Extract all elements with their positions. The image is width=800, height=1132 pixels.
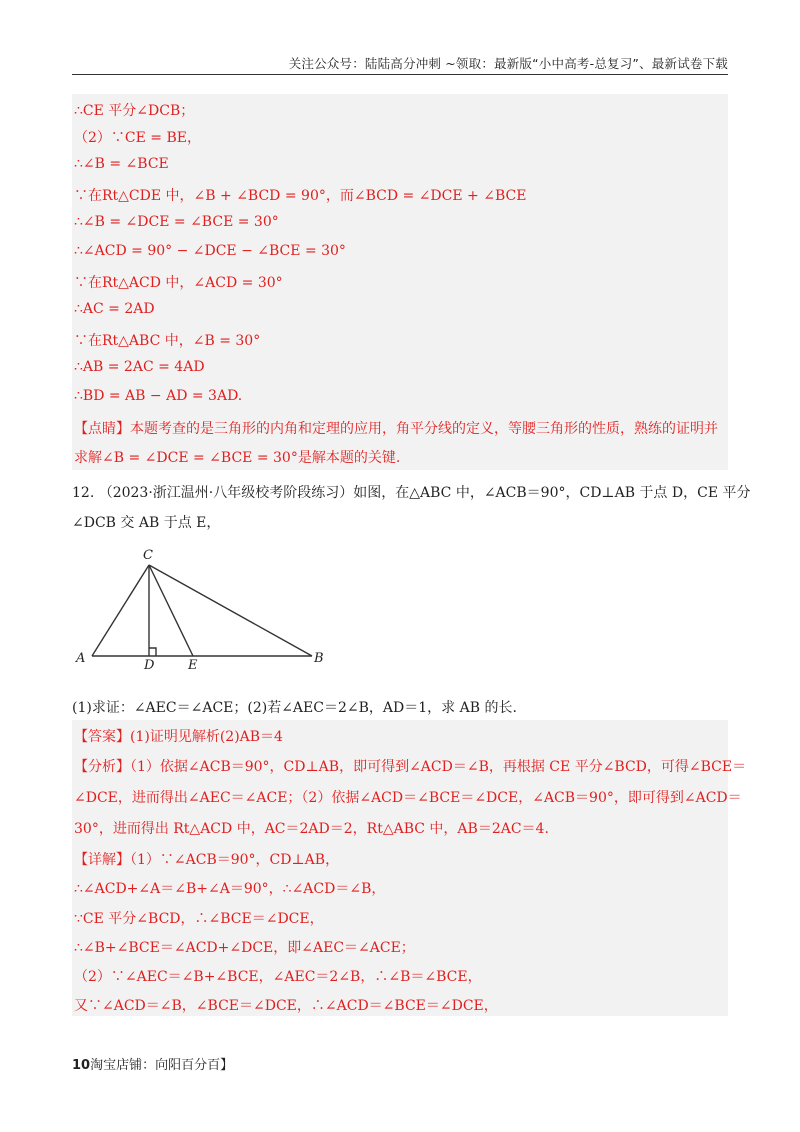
solution-line: （2）∵CE = BE， (74, 130, 201, 146)
question-line: (1)求证：∠AEC＝∠ACE；(2)若∠AEC＝2∠B，AD＝1，求 AB 的长. (72, 700, 517, 716)
vertex-label-c: C (143, 548, 153, 563)
solution-line: ∴∠B = ∠DCE = ∠BCE = 30° (74, 214, 279, 230)
vertex-label-d: D (144, 658, 155, 670)
comment-line: 【点睛】本题考查的是三角形的内角和定理的应用，角平分线的定义，等腰三角形的性质，熟练的证明并 (74, 421, 718, 437)
answer-block (72, 720, 747, 1016)
solution-line: ∴CE 平分∠DCB； (74, 103, 195, 119)
solution-line: ∴BD = AB − AD = 3AD. (74, 388, 243, 404)
footer-text: 淘宝店铺：向阳百分百】 (90, 1058, 234, 1073)
triangle-figure (72, 545, 342, 670)
vertex-label-a: A (76, 651, 86, 666)
vertex-label-e: E (188, 658, 198, 670)
answer-line: 【答案】(1)证明见解析(2)AB＝4 (74, 729, 283, 745)
solution-line: ∴AC = 2AD (74, 301, 155, 317)
page-number: 10 (72, 1058, 91, 1073)
detail-line: ∵CE 平分∠BCD，∴∠BCE＝∠DCE， (74, 911, 324, 927)
comment-line: 求解∠B = ∠DCE = ∠BCE = 30°是解本题的关键. (74, 450, 401, 466)
detail-line: ∴∠B+∠BCE＝∠ACD+∠DCE，即∠AEC＝∠ACE； (74, 940, 415, 956)
solution-line: ∴∠B = ∠BCE (74, 156, 169, 172)
solution-line: ∵在Rt△ABC 中，∠B = 30° (74, 333, 261, 349)
page-header (72, 54, 728, 75)
solution-block-top (72, 94, 728, 470)
analysis-line: ∠DCE，进而得出∠AEC＝∠ACE；（2）依据∠ACD＝∠BCE＝∠DCE，∠ACB＝90°，即可得到∠ACD＝ (74, 790, 742, 806)
detail-line: 又∵∠ACD＝∠B，∠BCE＝∠DCE，∴∠ACD＝∠BCE＝∠DCE， (74, 998, 498, 1014)
solution-line: ∴∠ACD = 90° − ∠DCE − ∠BCE = 30° (74, 243, 346, 259)
detail-line: ∴∠ACD+∠A＝∠B+∠A＝90°，∴∠ACD＝∠B， (74, 881, 386, 897)
page-footer (72, 1054, 233, 1073)
problem-statement-line: 12. （2023·浙江温州·八年级校考阶段练习）如图，在△ABC 中，∠ACB＝90°，CD⊥AB 于点 D，CE 平分 (72, 485, 751, 501)
analysis-line: 【分析】（1）依据∠ACB＝90°，CD⊥AB，即可得到∠ACD＝∠B，再根据 CE 平分∠BCD，可得∠BCE＝ (74, 759, 747, 775)
detail-line: （2）∵∠AEC＝∠B+∠BCE，∠AEC＝2∠B，∴∠B＝∠BCE， (74, 969, 482, 985)
vertex-label-b: B (314, 651, 324, 666)
solution-line: ∴AB = 2AC = 4AD (74, 359, 205, 375)
solution-line: ∵在Rt△CDE 中，∠B + ∠BCD = 90°，而∠BCD = ∠DCE + ∠BCE (74, 188, 527, 204)
solution-line: ∵在Rt△ACD 中，∠ACD = 30° (74, 275, 283, 291)
header-text: 关注公众号：陆陆高分冲刺 ~领取：最新版“小中高考-总复习”、最新试卷下载 (288, 56, 728, 71)
problem-statement-line: ∠DCB 交 AB 于点 E， (72, 515, 221, 531)
analysis-line: 30°，进而得出 Rt△ACD 中，AC＝2AD＝2，Rt△ABC 中，AB＝2AC＝4. (74, 821, 549, 837)
detail-line: 【详解】（1）∵∠ACB＝90°，CD⊥AB， (74, 852, 340, 868)
